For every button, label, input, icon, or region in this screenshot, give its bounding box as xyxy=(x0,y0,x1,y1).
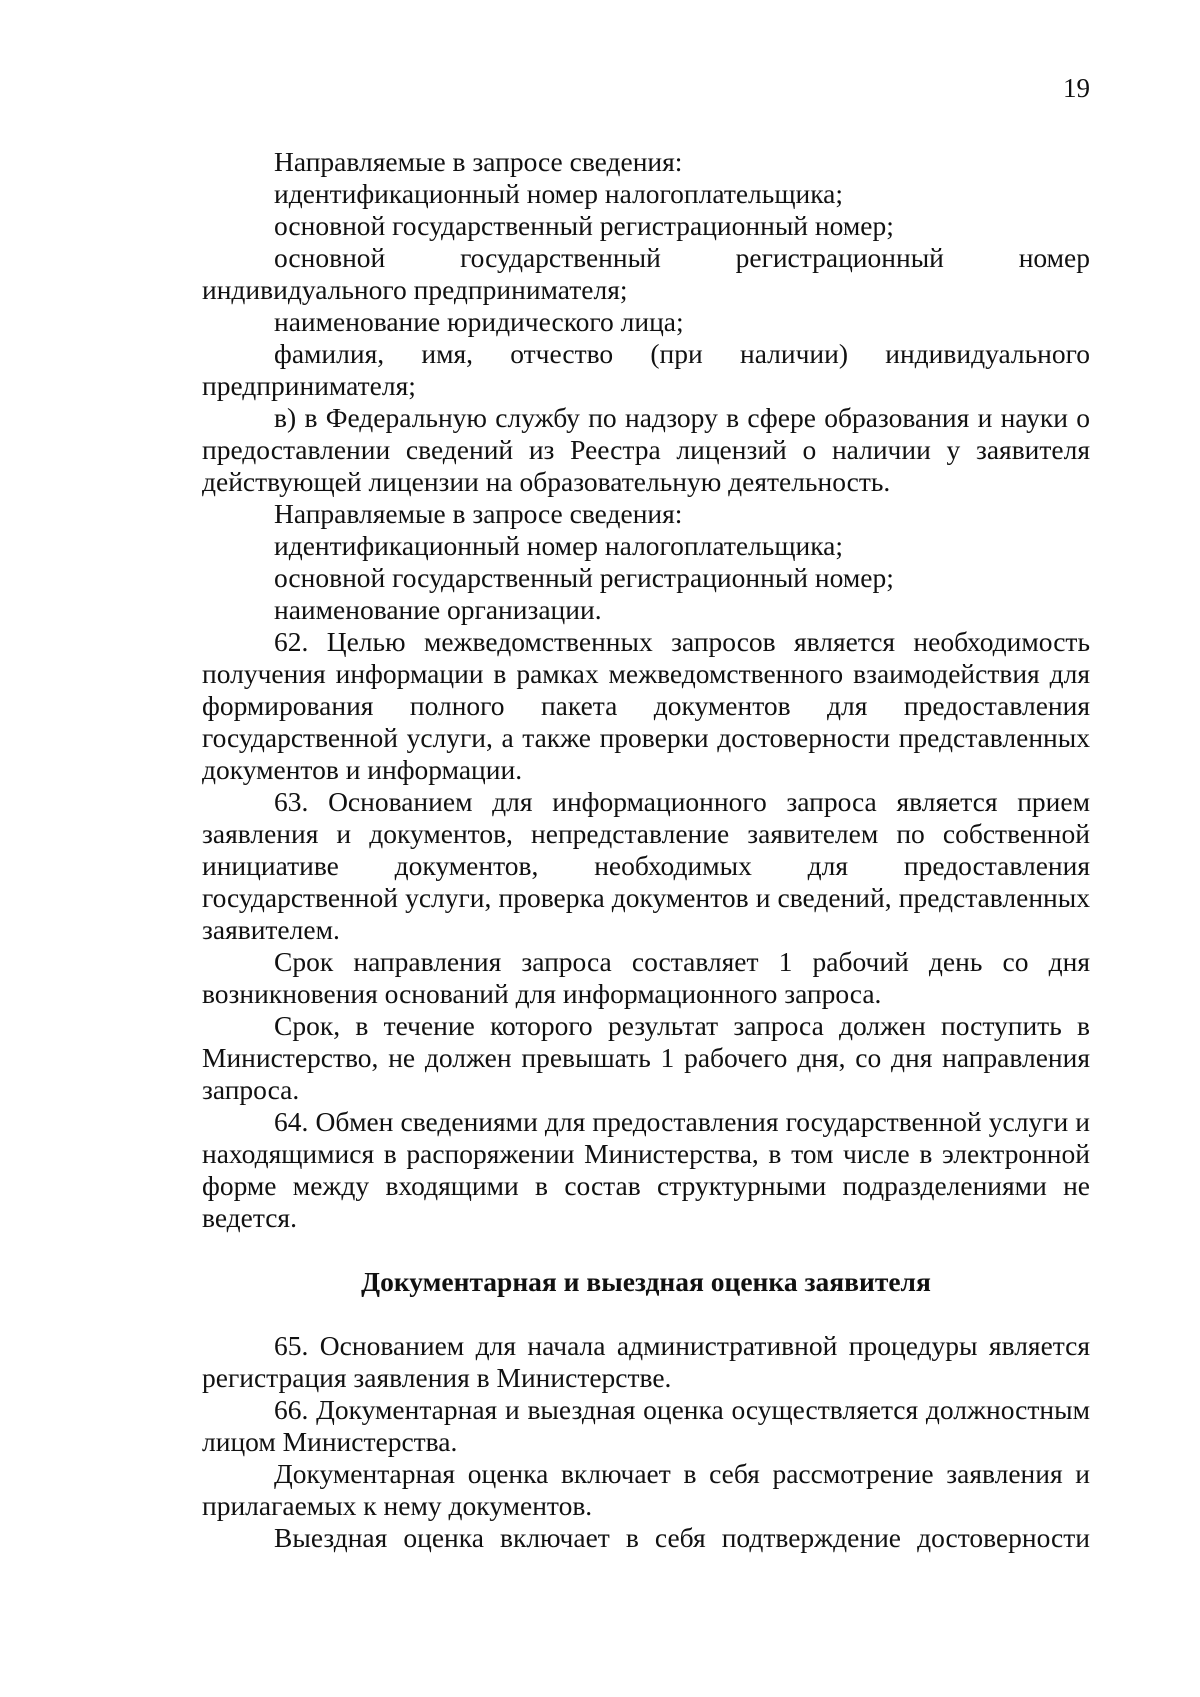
paragraph: идентификационный номер налогоплательщика; xyxy=(274,530,844,561)
paragraph: основной государственный регистрационный номер; xyxy=(274,210,894,241)
paragraph: Направляемые в запросе сведения: xyxy=(274,146,683,177)
paragraph: наименование юридического лица; xyxy=(274,306,684,337)
paragraph: в) в Федеральную службу по надзору в сфере образования и науки о предоставлении сведений из Реестра лицензий о наличии у заявителя действующей лицензии на образовательную деятельность. xyxy=(202,402,1090,497)
paragraph: наименование организации. xyxy=(274,594,602,625)
paragraph-continued: Выездная оценка включает в себя подтверждение достоверности xyxy=(274,1522,1090,1553)
paragraph: Документарная оценка включает в себя рассмотрение заявления и прилагаемых к нему документов. xyxy=(202,1458,1090,1521)
paragraph-66: 66. Документарная и выездная оценка осуществляется должностным лицом Министерства. xyxy=(202,1394,1090,1457)
paragraph: Срок, в течение которого результат запроса должен поступить в Министерство, не должен превышать 1 рабочего дня, со дня направления запроса. xyxy=(202,1010,1090,1105)
paragraph-65: 65. Основанием для начала административной процедуры является регистрация заявления в Министерстве. xyxy=(202,1330,1090,1393)
paragraph-62: 62. Целью межведомственных запросов является необходимость получения информации в рамках межведомственного взаимодействия для формирования полного пакета документов для предоставления государственной услуги, а также проверки достоверности представленных документов и информации. xyxy=(202,626,1090,785)
paragraph: идентификационный номер налогоплательщика; xyxy=(274,178,844,209)
paragraph: фамилия, имя, отчество (при наличии) индивидуального предпринимателя; xyxy=(202,338,1090,401)
paragraph: Направляемые в запросе сведения: xyxy=(274,498,683,529)
document-body xyxy=(202,146,1090,1554)
paragraph-63: 63. Основанием для информационного запроса является прием заявления и документов, непредставление заявителем по собственной инициативе документов, необходимых для предоставления государственной услуги, проверка документов и сведений, представленных заявителем. xyxy=(202,786,1090,945)
paragraph: Срок направления запроса составляет 1 рабочий день со дня возникновения оснований для информационного запроса. xyxy=(202,946,1090,1009)
section-heading: Документарная и выездная оценка заявителя xyxy=(361,1266,931,1297)
paragraph: основной государственный регистрационный номер индивидуального предпринимателя; xyxy=(202,242,1090,305)
paragraph: основной государственный регистрационный номер; xyxy=(274,562,894,593)
paragraph-64: 64. Обмен сведениями для предоставления государственной услуги и находящимися в распоряжении Министерства, в том числе в электронной форме между входящими в состав структурными подразделениями не ведется. xyxy=(202,1106,1090,1233)
page-number: 19 xyxy=(1063,73,1090,103)
